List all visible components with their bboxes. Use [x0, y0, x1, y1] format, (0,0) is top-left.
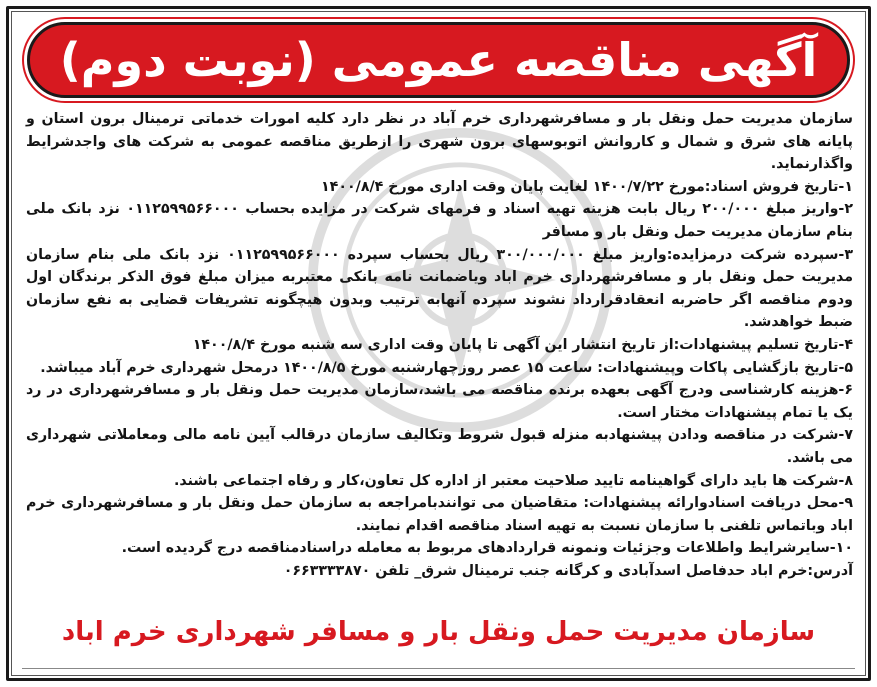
list-item-5: ۵-تاریخ بازگشایی پاکات وپیشنهادات: ساعت ۱۵ عصر روزچهارشنبه مورخ ۱۴۰۰/۸/۵ درمحل شهرداری خرم آباد میباشد. — [40, 359, 853, 376]
list-item-10: ۱۰-سایرشرایط واطلاعات وجزئیات ونمونه قراردادهای مربوط به معامله دراسنادمناقصه درج گردیده است. — [121, 540, 853, 557]
list-item-6: ۶-هزینه کارشناسی ودرج آگهی بعهده برنده مناقصه می باشد،سازمان مدیریت حمل ونقل بار و مسافرشهرداری در رد یک یا تمام پیشنهادات مختار است. — [26, 382, 853, 421]
title-container — [0, 22, 877, 98]
page-title: آگهی مناقصه عمومی (نوبت دوم) — [27, 22, 851, 98]
bottom-divider — [22, 668, 855, 669]
intro-paragraph: سازمان مدیریت حمل ونقل بار و مسافرشهرداری خرم آباد در نظر دارد کلیه امورات خدماتی ترمینال برون استان و پایانه های شرق و شمال و کاروانش اتوبوسهای برون شهری را ازطریق مناقصه عمومی به شرکت های واجدشرایط واگذارنماید. — [26, 111, 853, 173]
list-item-8: ۸-شرکت ها باید دارای گواهینامه تایید صلاحیت معتبر از اداره کل تعاون،کار و رفاه اجتماعی باشند. — [174, 472, 853, 489]
footer-container — [0, 612, 877, 652]
list-item-4: ۴-تاریخ تسلیم پیشنهادات:از تاریخ انتشار این آگهی تا پایان وقت اداری سه شنبه مورخ ۱۴۰۰/۸/۴ — [192, 336, 853, 353]
issuer-signature: سازمان مدیریت حمل ونقل بار و مسافر شهرداری خرم اباد — [61, 617, 816, 647]
list-item-9: ۹-محل دریافت اسنادوارائه پیشنهادات: متقاضیان می توانندبامراجعه به سازمان حمل ونقل بار و مسافرشهرداری خرم اباد وباتماس تلفنی با سازمان نسبت به تهیه اسناد مناقصه اقدام نمایند. — [26, 495, 853, 534]
list-item-7: ۷-شرکت در مناقصه ودادن پیشنهادبه منزله قبول شروط وتکالیف سازمان درقالب آیین نامه مالی ومعاملاتی شهرداری می باشد. — [26, 427, 853, 466]
list-item-3: ۳-سپرده شرکت درمزایده:واریز مبلغ ۳۰۰/۰۰۰/۰۰۰ ریال بحساب سپرده ۰۱۱۲۵۹۹۵۶۶۰۰۰ نزد بانک ملی بنام سازمان مدیریت حمل ونقل بار و مسافرشهرداری خرم اباد ویاضمانت نامه بانکی معتبربه میزان مبلغ فوق الذکر برندگان اول ودوم مناقصه اگر حاضربه انعقادقرارداد نشوند سپرده آنهابه ترتیب وبدون هیچگونه تشریفات قضایی به نفع سازمان ضبط خواهدشد. — [26, 246, 853, 331]
list-item-2: ۲-واریز مبلغ ۲۰۰/۰۰۰ ریال بابت هزینه تهیه اسناد و فرمهای شرکت در مزایده بحساب ۰۱۱۲۵۹۹۵۶۶۰۰۰ نزد بانک ملی بنام سازمان مدیریت حمل ونقل بار و مسافر — [26, 201, 853, 240]
list-item-1: ۱-تاریخ فروش اسناد:مورخ ۱۴۰۰/۷/۲۲ لغایت پایان وقت اداری مورخ ۱۴۰۰/۸/۴ — [321, 178, 853, 195]
announcement-body — [26, 108, 853, 582]
address-line: آدرس:خرم اباد حدفاصل اسدآبادی و کرگانه جنب ترمینال شرق_ تلفن ۰۶۶۳۳۳۳۸۷۰ — [283, 562, 853, 579]
